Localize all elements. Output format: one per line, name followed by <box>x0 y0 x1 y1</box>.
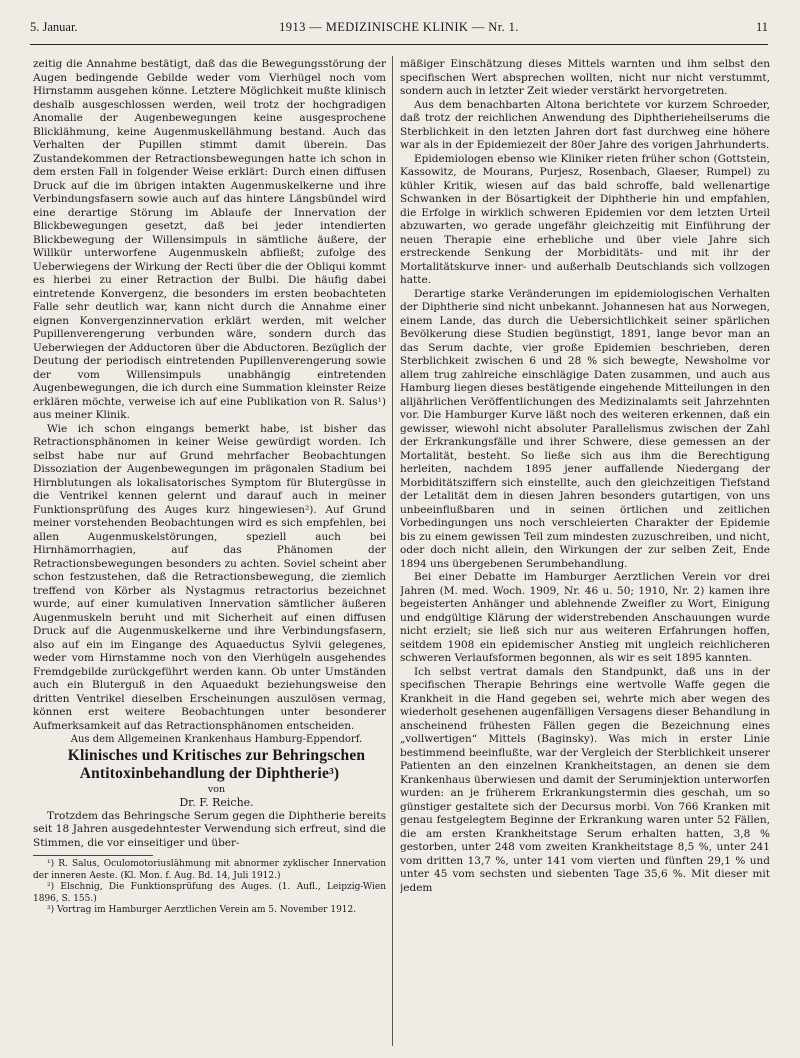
footnote: ¹) R. Salus, Oculomotoriuslähmung mit abnormer zyklischer Innervation der inneren Aeste. (Kl. Mon. f. Aug. Bd. 14, Juli 1912.) <box>33 859 386 881</box>
header-rule <box>30 44 768 45</box>
column-divider <box>392 56 393 1046</box>
article-title: Klinisches und Kritisches zur Behringschen Antitoxinbehandlung der Diphtherie³) <box>67 746 366 782</box>
article-author: Dr. F. Reiche. <box>179 796 254 809</box>
right-column <box>400 58 770 1048</box>
paragraph: Ich selbst vertrat damals den Standpunkt, daß uns in der specifischen Therapie Behrings eine wertvolle Waffe gegen die Krankheit in die Hand gegeben sei, wehrte mich aber wegen des wiederholt gesehenen augenfälligen Versagens dieser Behandlung in anscheinend frühesten Fällen gegen die Bezeichnung eines „vollwertigen“ Mittels (Baginsky). Was mich in erster Linie bestimmend beeinflußte, war der Vergleich der Sterblichkeit unserer Patienten an den einzelnen Krankheitstagen, an denen sie dem Krankenhaus überwiesen und damit der Seruminjektion unterworfen wurden: an je früherem Erkrankungstermin dies geschah, um so günstiger gestaltete sich der Decursus morbi. Von 766 Kranken mit genau festgelegtem Beginne der Erkrankung waren unter 52 Fällen, die am ersten Krankheitstage Serum erhalten hatten, 3,8 % gestorben, unter 248 vom zweiten Krankheitstage 8,5 %, unter 241 vom dritten 13,7 %, unter 141 vom vierten und fünften 29,1 % und unter 45 vom sechsten und siebenten Tage 35,6 %. Mit dieser mit jedem <box>400 665 770 894</box>
paragraph: Derartige starke Veränderungen im epidemiologischen Verhalten der Diphtherie sind nicht unbekannt. Johannesen hat aus Norwegen, einem Lande, das durch die Uebersichtlichkeit seiner spärlichen Bevölkerung diese Studien begünstigt, 1891, lange bevor man an das Serum dachte, vier große Epidemien beschrieben, deren Sterblichkeit zwischen 6 und 28 % sich bewegte, Newsholme vor allem trug zahlreiche einschlägige Daten zusammen, und auch aus Hamburg liegen dieses bestätigende eingehende Mitteilungen in den alljährlichen Veröffentlichungen des Medizinalamts seit Jahrzehnten vor. Die Hamburger Kurve läßt noch des weiteren erkennen, daß ein gewisser, wiewohl nicht absoluter Parallelismus zwischen der Zahl der Erkrankungsfälle und ihrer Schwere, diese gemessen an der Mortalität, besteht. So ließe sich aus ihm die Berechtigung herleiten, nachdem 1895 jener auffallende Niedergang der Morbiditätsziffern sich einstellte, auch den gleichzeitigen Tiefstand der Letalität dem in diesen Jahren besonders gutartigen, von uns unbeeinflußbaren und in seinen örtlichen und zeitlichen Vorbedingungen uns noch verschleierten Charakter der Epidemie bis zu einem gewissen Teil zum mindesten zuzuschreiben, und nicht, oder doch nicht allein, den Wirkungen der zur selben Zeit, Ende 1894 uns übergebenen Serumbehandlung. <box>400 287 770 570</box>
paragraph: Aus dem benachbarten Altona berichtete vor kurzem Schroeder, daß trotz der reichlichen Anwendung des Diphtherieheilserums die Sterblichkeit in den letzten Jahren dort fast durchweg eine höhere war als in der Epidemiezeit der 80er Jahre des vorigen Jahrhunderts. <box>400 98 770 151</box>
paragraph: Trotzdem das Behringsche Serum gegen die Diphtherie bereits seit 18 Jahren ausgedehntester Verwendung sich erfreut, sind die Stimmen, die vor einseitiger und über- <box>33 809 386 849</box>
article-institution: Aus dem Allgemeinen Krankenhaus Hamburg-Eppendorf. <box>70 734 363 745</box>
paragraph: mäßiger Einschätzung dieses Mittels warnten und ihm selbst den specifischen Wert absprechen wollten, nicht nur nicht verstummt, sondern auch in letzter Zeit wieder verstärkt hervorgetreten. <box>400 58 770 97</box>
header-date: 5. Januar. <box>30 20 78 34</box>
page-number: 11 <box>755 20 768 34</box>
paragraph: zeitig die Annahme bestätigt, daß das die Bewegungsstörung der Augen bedingende Gebilde weder vom Vierhügel noch vom Hirnstamm ausgehen könne. Letztere Möglichkeit mußte klinisch deshalb ausgeschlossen werden, weil trotz der hochgradigen Anomalie der Augenbewegungen keine ausgesprochene Blicklähmung, keine Augenmuskellähmung bestand. Auch das Verhalten der Pupillen stimmt damit überein. Das Zustandekommen der Retractionsbewegungen hatte ich schon in dem ersten Fall in folgender Weise erklärt: Durch einen diffusen Druck auf die im übrigen intakten Augenmuskelkerne und ihre Verbindungsfasern sowie auch auf das hintere Längsbündel wird eine derartige Störung im Ablaufe der Innervation der Blickbewegungen gesetzt, daß bei jeder intendierten Blickbewegung der Willensimpuls in sämtliche äußere, der Willkür unterworfene Augenmuskeln abfließt; zufolge des Ueberwiegens der Wirkung der Recti über die der Obliqui kommt es hierbei zu einer Retraction der Bulbi. Die häufig dabei eintretende Konvergenz, die besonders im ersten beobachteten Falle sehr deutlich war, kann nicht durch die Annahme einer eignen Konvergenzinnervation erklärt werden, mit welcher Pupillenverengerung verbunden wäre, sondern durch das Ueberwiegen der Adductoren über die Abductoren. Bezüglich der Deutung der periodisch eintretenden Pupillenverengerung sowie der vom Willensimpuls unabhängig eintretenden Augenbewegungen, die ich durch eine Summation kleinster Reize erklären möchte, verweise ich auf eine Publikation von R. Salus¹) aus meiner Klinik. <box>33 58 386 421</box>
footnote-rule <box>33 855 153 856</box>
header-journal-title: 1913 — MEDIZINISCHE KLINIK — Nr. 1. <box>279 20 519 34</box>
left-column <box>33 58 386 1048</box>
paragraph: Epidemiologen ebenso wie Kliniker rieten früher schon (Gottstein, Kassowitz, de Mourans, Purjesz, Rosenbach, Glaeser, Rumpel) zu kühler Kritik, wiesen auf das bald schroffe, bald wellenartige Schwanken in der Bösartigkeit der Diphtherie hin und empfahlen, die Erfolge in wirklich schweren Epidemien vor dem letzten Urteil abzuwarten, wo gerade ungefähr gleichzeitig mit Einführung der neuen Therapie eine erhebliche und über viele Jahre sich erstreckende Senkung der Morbiditäts- und mit ihr der Mortalitätskurve inner- und außerhalb Deutschlands sich vollzogen hatte. <box>400 152 770 286</box>
paragraph: Wie ich schon eingangs bemerkt habe, ist bisher das Retractionsphänomen in keiner Weise gewürdigt worden. Ich selbst habe nur auf Grund mehrfacher Beobachtungen Dissoziation der Augenbewegungen im prägonalen Stadium bei Hirnblutungen als lokalisatorisches Symptom für Blutergüsse in die Ventrikel kennen gelernt und darauf auch in meiner Funktionsprüfung des Auges kurz hingewiesen²). Auf Grund meiner vorstehenden Beobachtungen wird es sich empfehlen, bei allen Augenmuskelstörungen, speziell auch bei Hirnhämorrhagien, auf das Phänomen der Retractionsbewegungen besonders zu achten. Soviel scheint aber schon festzustehen, daß die Retractionsbewegung, die ziemlich treffend von Körber als Nystagmus retractorius bezeichnet wurde, auf einer kumulativen Innervation sämtlicher äußeren Augenmuskeln beruht und mit Sicherheit auf einen diffusen Druck auf die Augenmuskelkerne und ihre Verbindungsfasern, also auf ein im Eingange des Aquaeductus Sylvii gelegenes, weder vom Hirnstamme noch von den Vierhügeln ausgehendes Fremdgebilde zurückgeführt werden kann. Ob unter Umständen auch ein Bluterguß in den Aquaedukt beziehungsweise den dritten Ventrikel dieselben Erscheinungen auszulösen vermag, können erst weitere Beobachtungen unter besonderer Aufmerksamkeit auf das Retractionsphänomen entscheiden. <box>33 422 386 732</box>
article-byline: von <box>207 783 226 795</box>
footnote: ³) Vortrag im Hamburger Aerztlichen Verein am 5. November 1912. <box>47 905 357 915</box>
footnote: ²) Elschnig, Die Funktionsprüfung des Auges. (1. Aufl., Leipzig-Wien 1896, S. 155.) <box>33 882 386 904</box>
paragraph: Bei einer Debatte im Hamburger Aerztlichen Verein vor drei Jahren (M. med. Woch. 1909, Nr. 46 u. 50; 1910, Nr. 2) kamen ihre begeisterten Anhänger und ablehnende Zweifler zu Wort, Einigung und endgültige Klärung der widerstrebenden Anschauungen wurde nicht erzielt; sie ließ sich nur aus weiteren Erfahrungen hoffen, seitdem 1908 ein epidemischer Anstieg mit ungleich reichlicheren schweren Verlaufsformen begonnen, als wir es seit 1895 kannten. <box>400 571 770 664</box>
running-header <box>30 20 768 40</box>
